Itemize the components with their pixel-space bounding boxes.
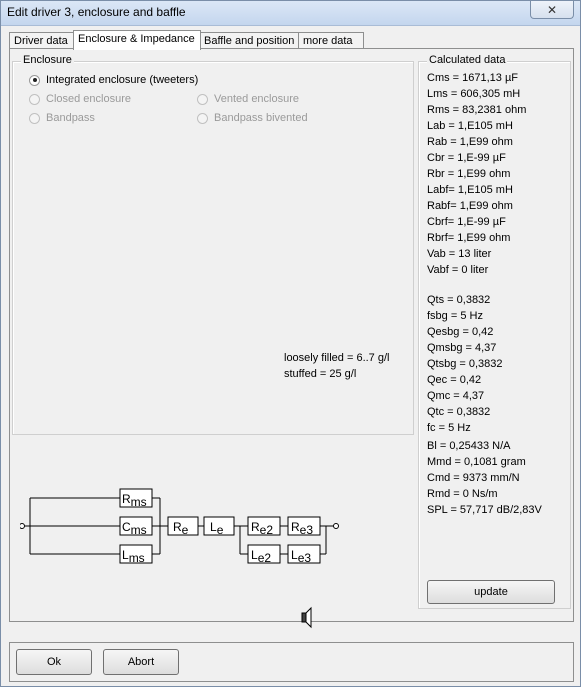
calc-value: Vab = 13 liter [427,248,492,260]
calc-value: Qesbg = 0,42 [427,326,494,338]
radio-label: Bandpass [46,112,95,124]
enclosure-group-label: Enclosure [23,54,72,66]
calc-value: Cmd = 9373 mm/N [427,472,520,484]
update-button[interactable]: update [427,580,555,604]
tab-more-data[interactable]: more data [298,32,364,49]
radio-bandpass[interactable] [29,112,95,124]
calc-value: Bl = 0,25433 N/A [427,440,511,452]
speaker-icon [300,606,314,630]
radio-closed-enclosure[interactable] [29,93,131,105]
radio-label: Closed enclosure [46,93,131,105]
window-title: Edit driver 3, enclosure and baffle [7,5,186,19]
title-bar [1,1,580,26]
calc-value: Rab = 1,E99 ohm [427,136,513,148]
calc-value: Qtc = 0,3832 [427,406,491,418]
calc-value: Qmsbg = 4,37 [427,342,497,354]
close-button[interactable] [530,1,574,19]
calc-value: SPL = 57,717 dB/2,83V [427,504,542,516]
tab-baffle-position[interactable]: Baffle and position [199,32,305,49]
calc-value: Lms = 606,305 mH [427,88,521,100]
lms-label: Lms [122,548,145,565]
calc-value: Rmd = 0 Ns/m [427,488,498,500]
tab-panel-enclosure [9,48,574,622]
tab-driver-data[interactable]: Driver data [9,32,77,49]
ok-button[interactable]: Ok [16,649,92,675]
calc-value: Cbrf= 1,E-99 µF [427,216,506,228]
radio-dot [29,75,40,86]
calc-value: Cms = 1671,13 µF [427,72,519,84]
le2-label: Le2 [251,548,272,565]
re2-label: Re2 [251,520,274,537]
re3-label: Re3 [291,520,314,537]
calc-value: Rms = 83,2381 ohm [427,104,527,116]
calc-value: Qts = 0,3832 [427,294,491,306]
impedance-circuit-diagram [20,477,340,573]
radio-dot [197,113,208,124]
note-stuffed: stuffed = 25 g/l [284,368,357,380]
radio-dot [29,113,40,124]
calculated-data-label: Calculated data [429,54,506,66]
calc-value: Cbr = 1,E-99 µF [427,152,506,164]
calculated-data-group [418,54,571,609]
enclosure-group [12,54,414,435]
radio-vented-enclosure[interactable] [197,93,299,105]
le-label: Le [210,520,224,537]
calc-value: Lab = 1,E105 mH [427,120,513,132]
calculated-values [427,70,542,518]
le3-label: Le3 [291,548,312,565]
radio-bandpass-bivented[interactable] [197,112,308,124]
tab-enclosure-impedance[interactable]: Enclosure & Impedance [73,30,201,50]
calc-value: Qtsbg = 0,3832 [427,358,503,370]
radio-label: Vented enclosure [214,93,300,105]
footer-panel [9,642,574,682]
note-loosely-filled: loosely filled = 6..7 g/l [284,352,390,364]
calc-value: Qmc = 4,37 [427,390,485,402]
calc-value: Vabf = 0 liter [427,264,489,276]
calc-value: fsbg = 5 Hz [427,310,483,322]
re-label: Re [173,520,189,537]
calc-value: Rbr = 1,E99 ohm [427,168,511,180]
radio-dot [197,94,208,105]
cms-label: Cms [122,520,147,537]
calc-value: fc = 5 Hz [427,422,471,434]
radio-dot [29,94,40,105]
radio-integrated-enclosure[interactable] [29,74,198,86]
calc-value: Mmd = 0,1081 gram [427,456,526,468]
radio-label: Integrated enclosure (tweeters) [46,74,199,86]
calc-value: Labf= 1,E105 mH [427,184,513,196]
rms-label: Rms [122,492,147,509]
calc-value: Rabf= 1,E99 ohm [427,200,513,212]
calc-value: Rbrf= 1,E99 ohm [427,232,511,244]
calc-value: Qec = 0,42 [427,374,482,386]
close-icon: ✕ [546,2,558,17]
abort-button[interactable]: Abort [103,649,179,675]
radio-label: Bandpass bivented [214,112,308,124]
